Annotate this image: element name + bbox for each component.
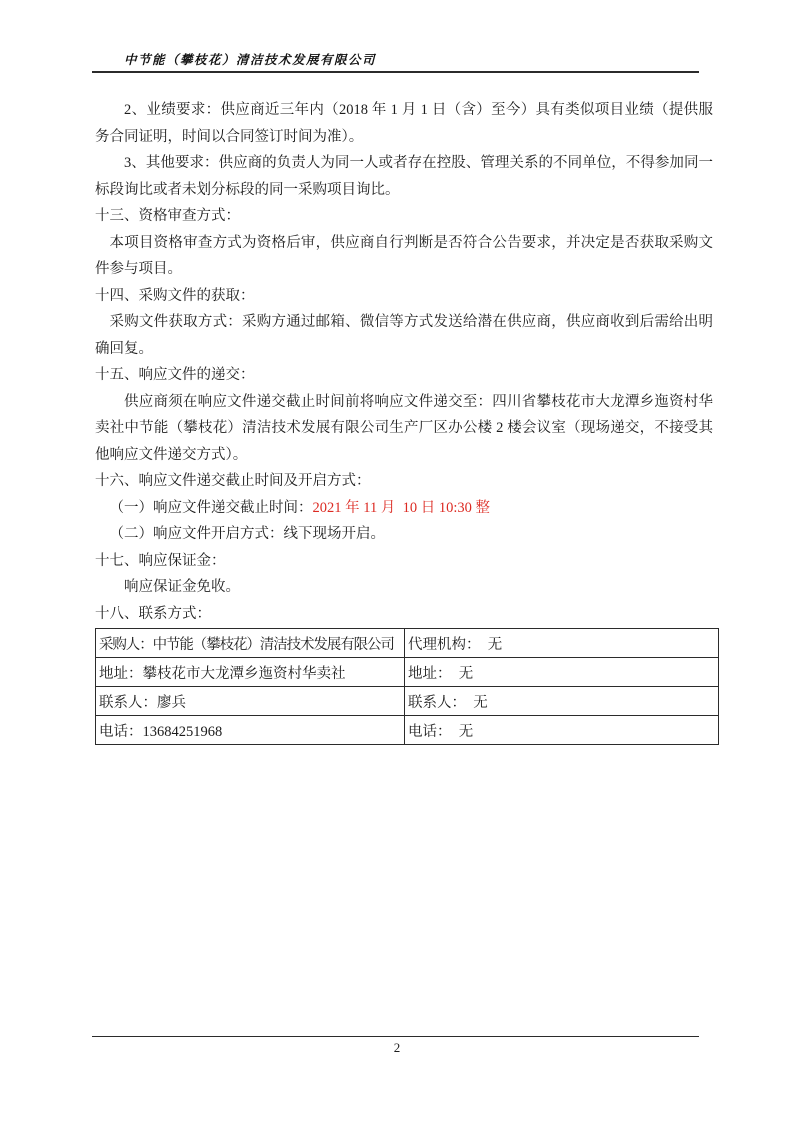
page-header [92,50,699,73]
cell-purchaser-address: 地址：攀枝花市大龙潭乡迤资村华卖社 [96,658,405,687]
table-row-purchaser-agency [96,629,719,658]
table-row-address [96,658,719,687]
paragraph-document-acquisition: 采购文件获取方式：采购方通过邮箱、微信等方式发送给潜在供应商，供应商收到后需给出明确回复。 [95,314,713,357]
section-heading-14-document-acquisition: 十四、采购文件的获取： [95,287,255,304]
section-heading-13-qualification-review: 十三、资格审查方式： [95,208,240,224]
company-name: 中节能（攀枝花）清洁技术发展有限公司 [124,53,377,67]
paragraph-qualification-review: 本项目资格审查方式为资格后审，供应商自行判断是否符合公告要求，并决定是否获取采购文件参与项目。 [95,234,713,277]
document-body [95,97,713,627]
cell-purchaser-phone: 电话：13684251968 [96,716,405,745]
cell-purchaser-name: 采购人：中节能（攀枝花）清洁技术发展有限公司 [96,629,405,658]
cell-agency-address: 地址： 无 [405,658,719,687]
submission-deadline-value: 2021 年 11 月 10 日 10:30 整 [312,499,490,516]
paragraph-opening-method: （二）响应文件开启方式：线下现场开启。 [109,526,385,542]
section-heading-15-response-submission: 十五、响应文件的递交： [95,367,255,383]
paragraph-submission-deadline [95,495,713,522]
paragraph-other-requirement: 3、其他要求：供应商的负责人为同一人或者存在控股、管理关系的不同单位，不得参加同一标段询比或者未划分标段的同一采购项目询比。 [95,155,713,198]
table-row-contact-person [96,687,719,716]
contact-table [95,628,719,745]
table-row-phone [96,716,719,745]
cell-agency-phone: 电话： 无 [405,716,719,745]
paragraph-performance-requirement: 2、业绩要求：供应商近三年内（2018 年 1 月 1 日（含）至今）具有类似项目业绩（提供服务合同证明，时间以合同签订时间为准）。 [95,102,713,145]
footer-divider [92,1036,699,1037]
section-heading-16-deadline-and-opening: 十六、响应文件递交截止时间及开启方式： [95,473,371,489]
paragraph-deposit-waived: 响应保证金免收。 [124,579,240,595]
paragraph-response-submission: 供应商须在响应文件递交截止时间前将响应文件递交至：四川省攀枝花市大龙潭乡迤资村华卖社中节能（攀枝花）清洁技术发展有限公司生产厂区办公楼 2 楼会议室（现场递交，不接受其他响应文件递交方式）。 [95,393,713,463]
cell-agency-name: 代理机构： 无 [405,629,719,658]
cell-purchaser-contact: 联系人：廖兵 [96,687,405,716]
section-heading-18-contact-info: 十八、联系方式： [95,605,211,622]
cell-agency-contact: 联系人： 无 [405,687,719,716]
submission-deadline-label: （一）响应文件递交截止时间： [109,499,313,516]
page-number: 2 [393,1040,401,1055]
section-heading-17-response-deposit: 十七、响应保证金： [95,552,226,569]
